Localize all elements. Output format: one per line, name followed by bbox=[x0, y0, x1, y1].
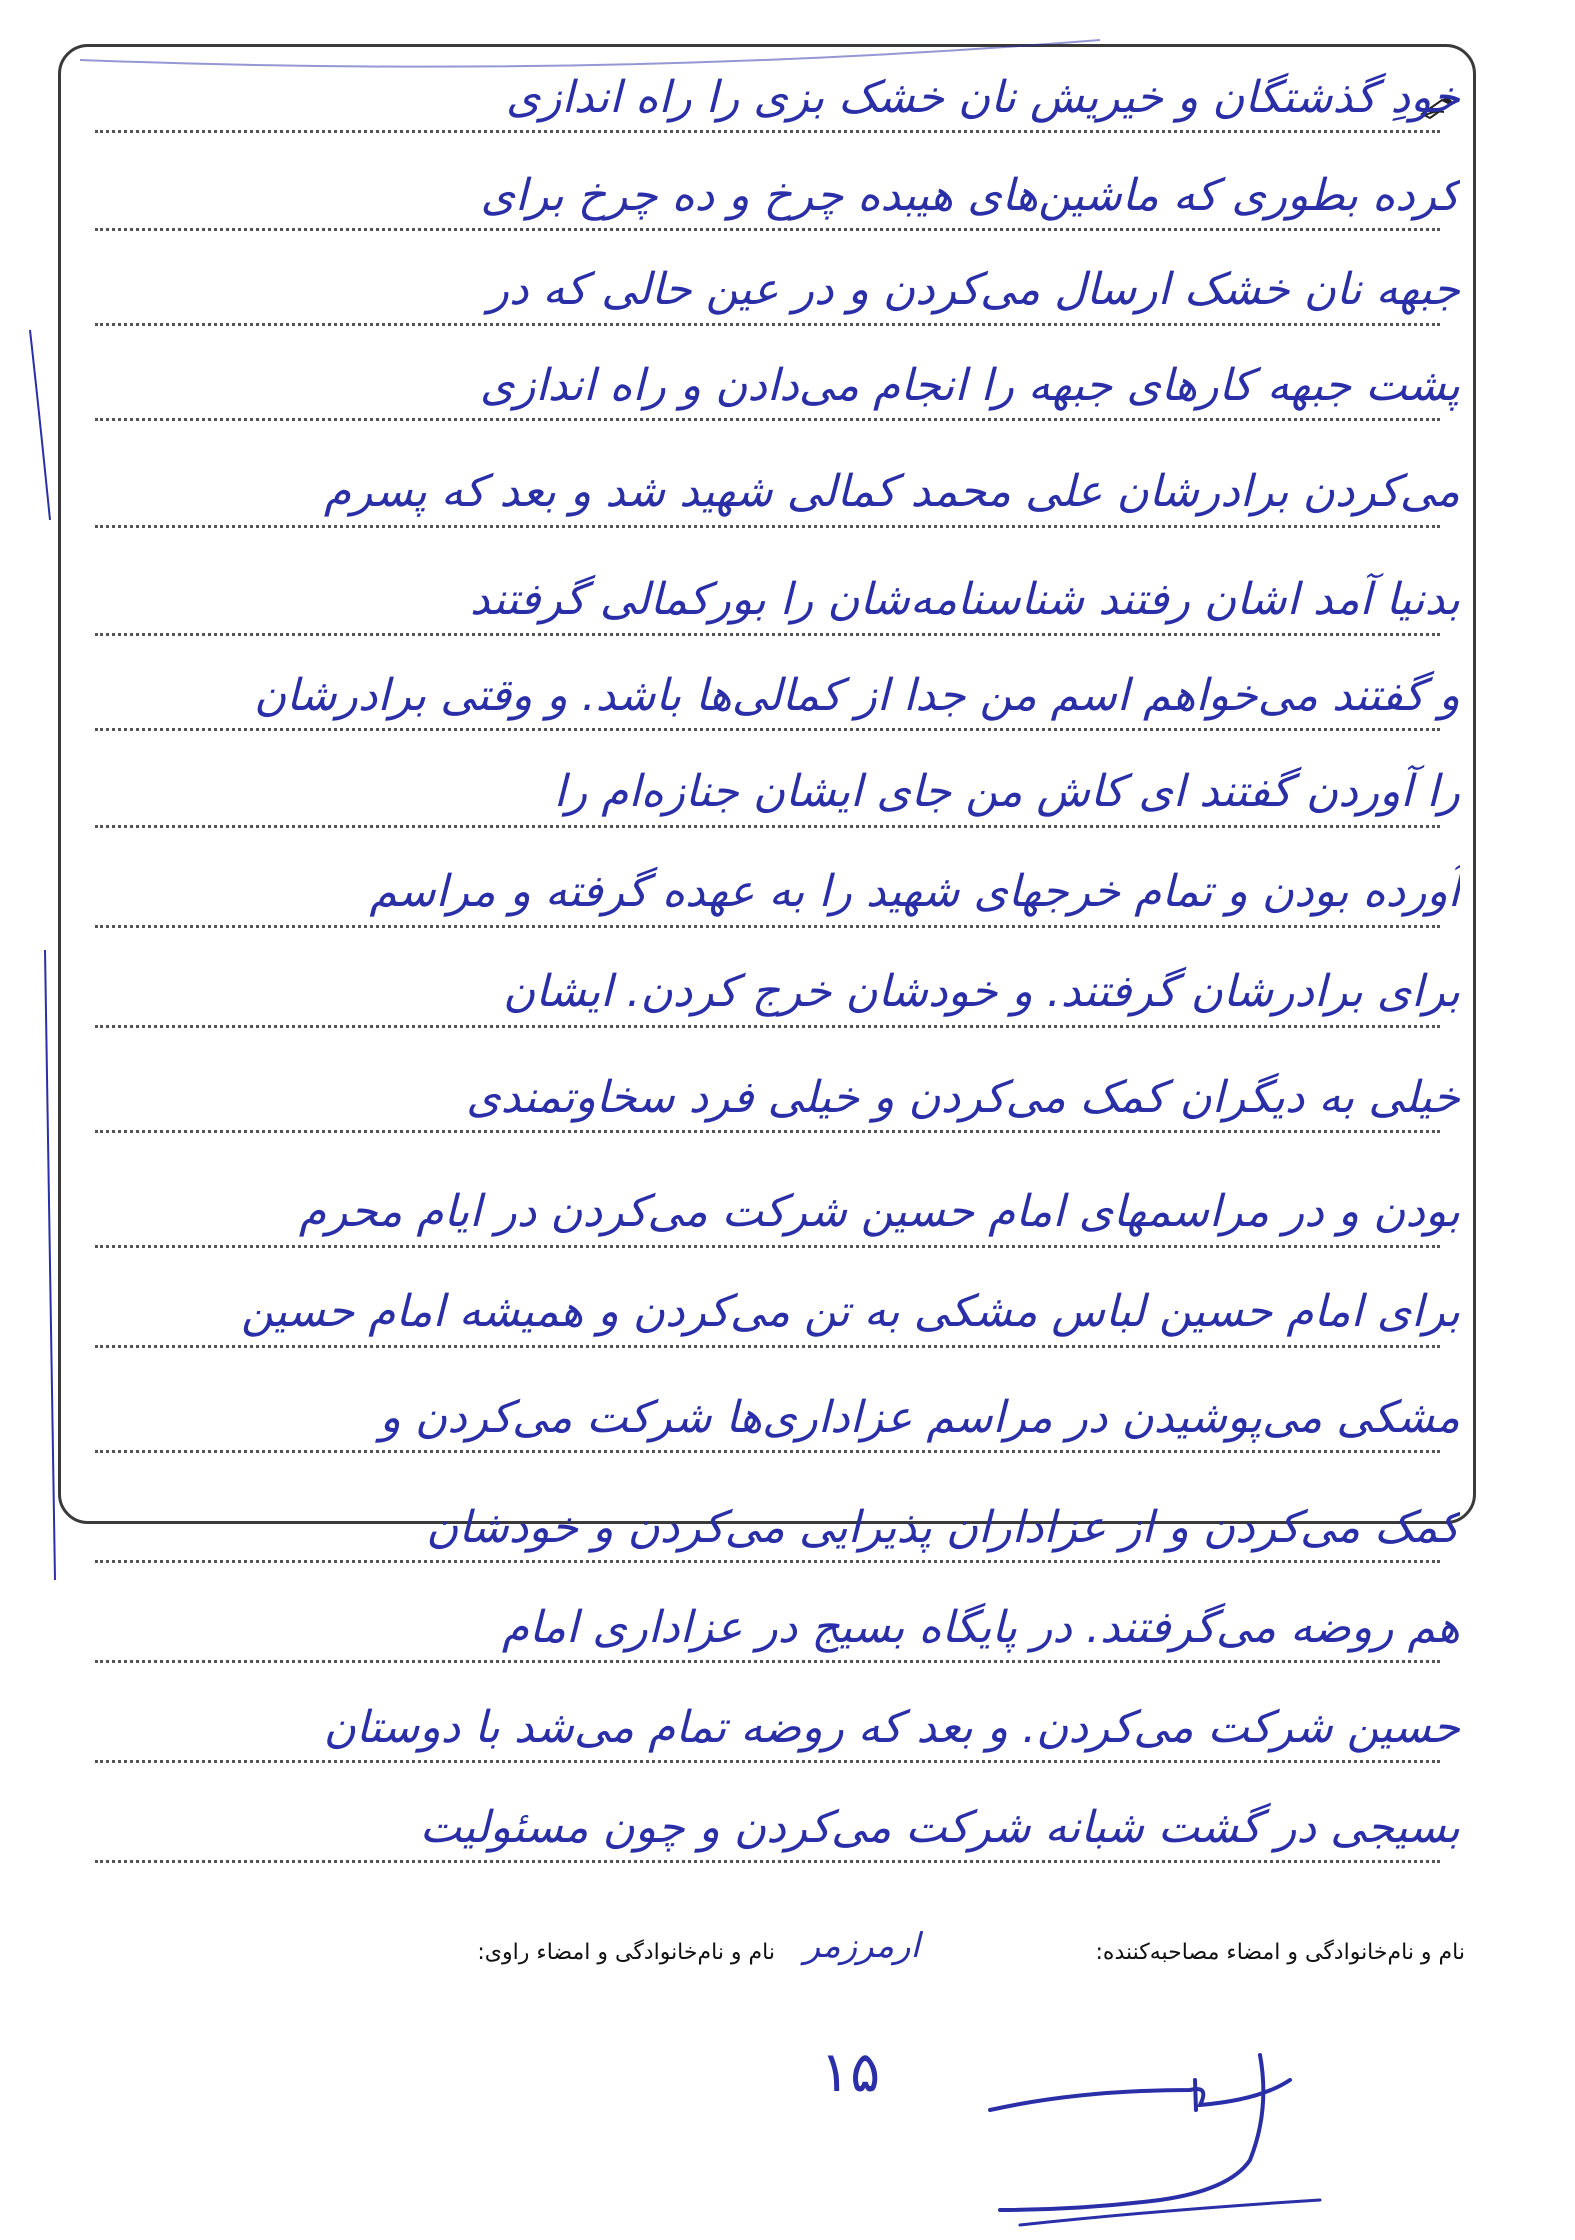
handwritten-line: جبهه نان خشک ارسال می‌کردن و در عین حالی که در bbox=[487, 264, 1460, 315]
handwritten-line: برای امام حسین لباس مشکی به تن می‌کردن و همیشه امام حسین bbox=[241, 1286, 1460, 1337]
handwritten-line: خودِ گذشتگان و خیریش نان خشک بزی را راه اندازی bbox=[505, 72, 1460, 123]
handwritten-line: بدنیا آمد اشان رفتند شناسنامه‌شان را بورکمالی گرفتند bbox=[469, 574, 1460, 625]
handwritten-line: برای برادرشان گرفتند. و خودشان خرج کردن. ایشان bbox=[503, 966, 1460, 1017]
handwritten-line: کمک می‌کردن و از عزاداران پذیرایی می‌کردن و خودشان bbox=[426, 1502, 1460, 1553]
handwritten-line: بسیجی در گشت شبانه شرکت می‌کردن و چون مسئولیت bbox=[419, 1802, 1460, 1853]
handwritten-line: هم روضه می‌گرفتند. در پایگاه بسیج در عزاداری امام bbox=[501, 1602, 1460, 1653]
handwritten-line: را آوردن گفتند ای کاش من جای ایشان جنازه‌ام را bbox=[553, 766, 1460, 817]
handwritten-line: کرده بطوری که ماشین‌های هیبده چرخ و ده چرخ برای bbox=[480, 170, 1460, 221]
handwritten-line: بودن و در مراسمهای امام حسین شرکت می‌کردن در ایام محرم bbox=[298, 1186, 1460, 1237]
interviewer-signature-label: نام و نام‌خانوادگی و امضاء مصاحبه‌کننده: bbox=[1095, 1940, 1465, 1965]
handwritten-line: آورده بودن و تمام خرجهای شهید را به عهده گرفته و مراسم bbox=[369, 866, 1460, 917]
handwritten-line: مشکی می‌پوشیدن در مراسم عزاداری‌ها شرکت می‌کردن و bbox=[379, 1392, 1460, 1443]
handwritten-line: می‌کردن برادرشان علی محمد کمالی شهید شد و بعد که پسرم bbox=[323, 466, 1460, 517]
handwritten-line: پشت جبهه کارهای جبهه را انجام می‌دادن و راه اندازی bbox=[479, 360, 1460, 411]
handwritten-line: خیلی به دیگران کمک می‌کردن و خیلی فرد سخاوتمندی bbox=[466, 1072, 1460, 1123]
handwritten-line: حسین شرکت می‌کردن. و بعد که روضه تمام می‌شد با دوستان bbox=[323, 1702, 1460, 1753]
page-number: ۱۵ bbox=[820, 2040, 881, 2105]
handwritten-line: و گفتند می‌خواهم اسم من جدا از کمالی‌ها باشد. و وقتی برادرشان bbox=[253, 670, 1460, 721]
interviewer-signature: ارمرزمر bbox=[803, 1926, 920, 1966]
narrator-signature-label: نام و نام‌خانوادگی و امضاء راوی: bbox=[477, 1940, 775, 1965]
